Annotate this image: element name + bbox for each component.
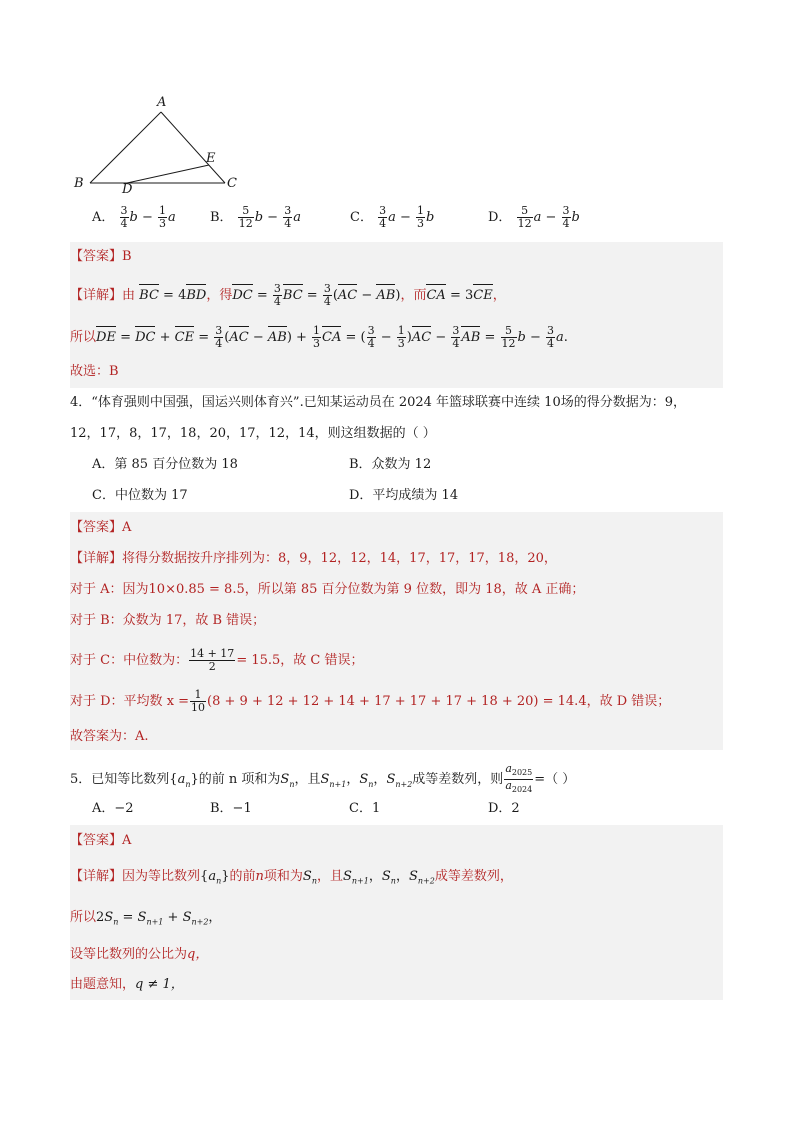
q3-answer: 【答案】B bbox=[70, 249, 132, 264]
q4-detail-line3: 对于 B：众数为 17，故 B 错误； bbox=[70, 613, 266, 628]
q5-detail-line4: 由题意知，q ≠ 1， bbox=[70, 977, 184, 992]
q4-answer-band bbox=[70, 512, 723, 750]
q4-stem-line2: 12，17，8，17，18，20，17，12，14，则这组数据的（ ） bbox=[70, 426, 436, 441]
q5-option-d: D．2 bbox=[488, 801, 520, 816]
q3-detail-line1: 【详解】由 BC = 4BD，得DC = $\frac{3}{4}$ BC = $\frac{3}{4}$ (AC − AB)，而CA = 3CE， bbox=[70, 282, 506, 308]
q3-option-d: D． $\frac{5}{12}$ a − $\frac{3}{4}$ b bbox=[488, 204, 580, 230]
q3-option-c: C． $\frac{3}{4}$ a − $\frac{1}{3}$ b bbox=[350, 204, 435, 230]
q5-answer: 【答案】A bbox=[70, 833, 132, 848]
vertex-label-c: C bbox=[227, 176, 237, 191]
q3-answer-band bbox=[70, 242, 723, 388]
q3-option-a: A． $\frac{3}{4}$ b − $\frac{1}{3}$ a bbox=[92, 204, 176, 230]
q5-option-b: B．−1 bbox=[210, 801, 252, 816]
q4-option-a: A．第 85 百分位数为 18 bbox=[92, 457, 238, 472]
q4-answer: 【答案】A bbox=[70, 520, 132, 535]
q5-detail-line1: 【详解】因为等比数列$\{a_n\}$的前n项和为$S_n$，且$S_{n+1}$，$S_n$，$S_{n+2}$成等差数列， bbox=[70, 869, 513, 886]
vertex-label-a: A bbox=[157, 95, 167, 110]
q4-detail-line5: 对于 D：平均数 x = $\frac{1}{10}$ (8 + 9 + 12 + 12 + 14 + 17 + 17 + 17 + 18 + 20) = 14.4，故 D 错误； bbox=[70, 688, 671, 714]
q5-option-c: C．1 bbox=[349, 801, 381, 816]
q3-option-b: B． $\frac{5}{12}$ b − $\frac{3}{4}$ a bbox=[210, 204, 301, 230]
q4-detail-line4: 对于 C：中位数为： $\frac{14 + 17}{2}$ = 15.5，故 C 错误； bbox=[70, 647, 364, 673]
q4-stem-line1: 4．“体育强则中国强，国运兴则体育兴”.已知某运动员在 2024 年篮球联赛中连续 10场的得分数据为：9， bbox=[70, 395, 686, 410]
q4-detail-line2: 对于 A：因为10×0.85 = 8.5，所以第 85 百分位数为第 9 位数，即为 18，故 A 正确； bbox=[70, 582, 585, 597]
q5-detail-line3: 设等比数列的公比为q， bbox=[70, 947, 209, 962]
vertex-label-e: E bbox=[206, 151, 216, 166]
q4-option-c: C．中位数为 17 bbox=[92, 488, 188, 503]
q4-detail-line1: 【详解】将得分数据按升序排列为：8，9，12，12，14，17，17，17，18，20， bbox=[70, 551, 557, 566]
q4-option-b: B．众数为 12 bbox=[349, 457, 432, 472]
q5-option-a: A．−2 bbox=[92, 801, 134, 816]
q4-option-d: D．平均成绩为 14 bbox=[349, 488, 459, 503]
q3-conclusion: 故选：B bbox=[70, 364, 119, 379]
q5-detail-line2: 所以$2S_n = S_{n+1} + S_{n+2}$， bbox=[70, 910, 222, 927]
q5-stem: 5．已知等比数列$\{a_n\}$的前 n 项和为$S_n$，且$S_{n+1}$，$S_n$，$S_{n+2}$成等差数列，则 $\frac{a_{2025}}{a_{2024}}$ =（ ） bbox=[70, 762, 576, 795]
q3-detail-line2: 所以DE = DC + CE = $\frac{3}{4}$ (AC − AB) + $\frac{1}{3}$ CA = ( $\frac{3}{4}$ − $\frac{1}{3}$ )AC − $\frac{3}{4}$ AB = $\frac{5}{12}$ b − $\frac{3}{4}$ a. bbox=[70, 324, 568, 350]
vertex-label-d: D bbox=[122, 182, 133, 197]
vertex-label-b: B bbox=[74, 176, 84, 191]
q4-conclusion: 故答案为：A. bbox=[70, 729, 149, 744]
